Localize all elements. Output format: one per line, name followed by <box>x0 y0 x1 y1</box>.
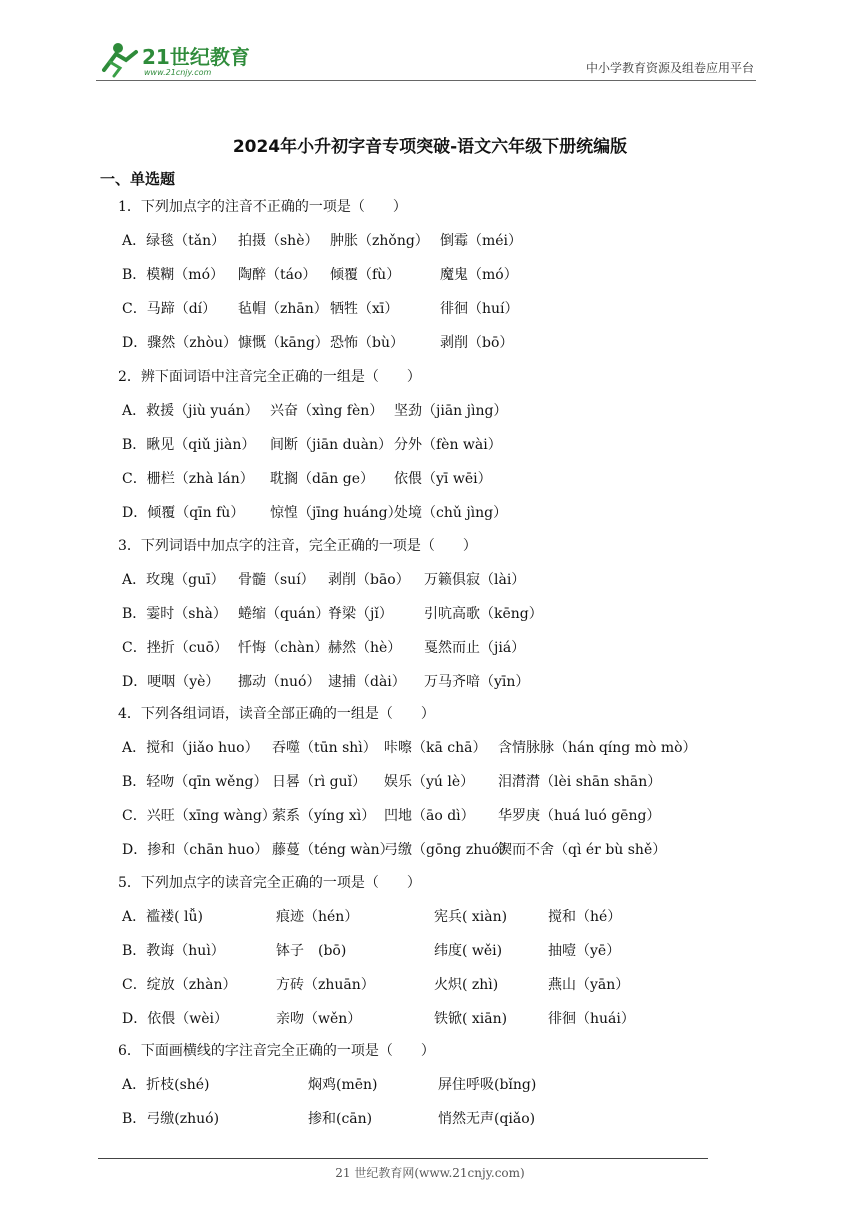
option-term: 恐怖（bù） <box>330 335 404 351</box>
question-stem: 5．下列加点字的读音完全正确的一项是（ ） <box>118 875 421 891</box>
option-term: 忏悔（chàn） <box>238 640 329 656</box>
option-term: 吞噬（tūn shì） <box>272 740 377 756</box>
option-term: 陶醉（táo） <box>238 267 317 283</box>
option-term: C．挫折（cuō） <box>122 640 228 656</box>
option-term: 坚劲（jiān jìng） <box>394 403 508 419</box>
site-logo <box>96 38 266 78</box>
option-term: 含情脉脉（hán qíng mò mò） <box>498 740 697 756</box>
option-term: C．兴旺（xīng wàng） <box>122 808 276 824</box>
section-heading: 一、单选题 <box>100 170 176 188</box>
option-term: 处境（chǔ jìng） <box>394 505 508 521</box>
option-term: 屏住呼吸(bǐng) <box>438 1077 537 1093</box>
option-term: 徘徊（huái） <box>548 1011 635 1027</box>
option-term: 毡帽（zhān） <box>238 301 328 317</box>
option-term: 徘徊（huí） <box>440 301 519 317</box>
option-term: 纬度( wěi) <box>434 943 503 959</box>
option-term: 万籁俱寂（lài） <box>424 572 526 588</box>
option-term: 痕迹（hén） <box>276 909 359 925</box>
option-term: 锲而不舍（qì ér bù shě） <box>498 842 667 858</box>
option-term: 藤蔓（téng wàn） <box>272 842 394 858</box>
option-term: 脊梁（jǐ） <box>328 606 393 622</box>
option-term: B．瞅见（qiǔ jiàn） <box>122 437 256 453</box>
option-term: 兴奋（xìng fèn） <box>270 403 384 419</box>
question-stem: 1．下列加点字的注音不正确的一项是（ ） <box>118 199 407 215</box>
logo-text: 21世纪教育 <box>142 45 250 69</box>
option-term: D．倾覆（qīn fù） <box>122 505 245 521</box>
option-term: 肿胀（zhǒng） <box>330 233 429 249</box>
option-term: 牺牲（xī） <box>330 301 399 317</box>
option-term: 赫然（hè） <box>328 640 402 656</box>
option-term: 倒霉（méi） <box>440 233 523 249</box>
option-term: B．弓缴(zhuó) <box>122 1111 220 1127</box>
option-term: 娱乐（yú lè） <box>384 774 475 790</box>
option-term: 凹地（āo dì） <box>384 808 475 824</box>
footer-divider <box>98 1158 708 1159</box>
option-term: 万马齐喑（yīn） <box>424 674 530 690</box>
option-term: 悄然无声(qiǎo) <box>438 1111 536 1127</box>
option-term: 剥削（bāo） <box>328 572 410 588</box>
page-header <box>96 38 756 81</box>
option-term: 焖鸡(mēn) <box>308 1077 378 1093</box>
option-term: 亲吻（wěn） <box>276 1011 362 1027</box>
option-term: D．掺和（chān huo） <box>122 842 269 858</box>
option-term: B．模糊（mó） <box>122 267 224 283</box>
option-term: 骨髓（suí） <box>238 572 315 588</box>
option-term: 蜷缩（quán） <box>238 606 330 622</box>
option-term: 挪动（nuó） <box>238 674 321 690</box>
option-term: A．救援（jiù yuán） <box>122 403 259 419</box>
option-term: 泪潸潸（lèi shān shān） <box>498 774 662 790</box>
option-term: C．马蹄（dí） <box>122 301 217 317</box>
option-term: 搅和（hé） <box>548 909 622 925</box>
option-term: 引吭高歌（kēng） <box>424 606 543 622</box>
option-term: A．玫瑰（guī） <box>122 572 225 588</box>
option-term: B．轻吻（qīn wěng） <box>122 774 268 790</box>
option-term: A．搅和（jiǎo huo） <box>122 740 259 756</box>
platform-label: 中小学教育资源及组卷应用平台 <box>585 61 754 75</box>
page-title: 2024年小升初字音专项突破-语文六年级下册统编版 <box>232 137 628 157</box>
option-term: 掺和(cān) <box>308 1111 373 1127</box>
logo-url: www.21cnjy.com <box>144 68 212 77</box>
option-term: 火炽( zhì) <box>434 977 499 993</box>
question-stem: 2．辨下面词语中注音完全正确的一组是（ ） <box>118 369 421 385</box>
option-term: 分外（fèn wài） <box>394 437 502 453</box>
option-term: 剥削（bō） <box>440 335 514 351</box>
option-term: 拍摄（shè） <box>238 233 319 249</box>
footer-text: 21 世纪教育网(www.21cnjy.com) <box>335 1166 525 1180</box>
question-stem: 3．下列词语中加点字的注音，完全正确的一项是（ ） <box>118 538 477 554</box>
option-term: 钵子 (bō) <box>276 943 347 959</box>
option-term: 华罗庚（huá luó gēng） <box>498 808 661 824</box>
option-term: 戛然而止（jiá） <box>424 640 526 656</box>
option-term: 抽噎（yē） <box>548 943 621 959</box>
option-term: 萦系（yíng xì） <box>272 808 376 824</box>
option-term: 日晷（rì guǐ） <box>272 774 367 790</box>
option-term: 弓缴（gōng zhuó） <box>384 842 514 858</box>
option-term: 间断（jiān duàn） <box>270 437 392 453</box>
option-term: 咔嚓（kā chā） <box>384 740 487 756</box>
option-term: 逮捕（dài） <box>328 674 406 690</box>
option-term: 燕山（yān） <box>548 977 630 993</box>
option-term: 慷慨（kāng） <box>238 335 329 351</box>
option-term: 依偎（yī wēi） <box>394 471 492 487</box>
option-term: D．依偎（wèi） <box>122 1011 228 1027</box>
option-term: D．哽咽（yè） <box>122 674 220 690</box>
option-term: 铁锨( xiān) <box>434 1011 508 1027</box>
option-term: A．绿毯（tǎn） <box>122 233 226 249</box>
option-term: A．折枝(shé) <box>122 1077 210 1093</box>
option-term: A．褴褛( lǚ) <box>122 909 203 925</box>
option-term: 耽搁（dān ge） <box>270 471 375 487</box>
option-term: 惊惶（jīng huáng） <box>270 505 402 521</box>
option-term: 倾覆（fù） <box>330 267 401 283</box>
option-term: 魔鬼（mó） <box>440 267 518 283</box>
option-term: D．骤然（zhòu） <box>122 335 238 351</box>
option-term: 方砖（zhuān） <box>276 977 375 993</box>
option-term: 宪兵( xiàn) <box>434 909 508 925</box>
option-term: B．霎时（shà） <box>122 606 227 622</box>
option-term: C．栅栏（zhà lán） <box>122 471 254 487</box>
question-stem: 6．下面画横线的字注音完全正确的一项是（ ） <box>118 1043 435 1059</box>
option-term: B．教诲（huì） <box>122 943 225 959</box>
option-term: C．绽放（zhàn） <box>122 977 237 993</box>
question-stem: 4．下列各组词语，读音全部正确的一组是（ ） <box>118 706 435 722</box>
